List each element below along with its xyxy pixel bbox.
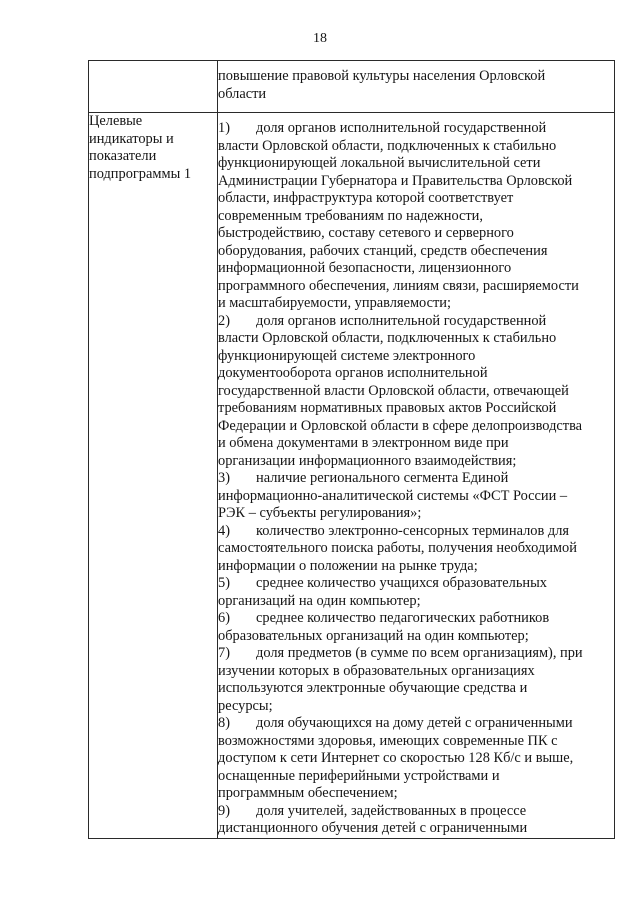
indicator-line	[218, 803, 614, 821]
indicator-text: количество электронно-сенсорных терминалов для	[256, 522, 569, 539]
indicator-text: Федерации и Орловской области в сфере делопроизводства	[218, 417, 583, 434]
indicator-line	[218, 278, 614, 296]
label-line: Целевые	[89, 113, 143, 129]
indicator-line	[218, 243, 614, 261]
indicator-line	[218, 313, 614, 331]
item-number: 2)	[218, 312, 230, 329]
indicator-line	[218, 348, 614, 366]
indicator-text: доля учителей, задействованных в процессе	[256, 802, 527, 819]
indicator-line	[218, 453, 614, 471]
item-number: 5)	[218, 575, 230, 591]
indicator-line	[218, 470, 614, 488]
indicator-line	[218, 698, 614, 716]
row1-content-cell	[218, 61, 615, 113]
indicator-line	[218, 173, 614, 191]
indicator-text: современным требованиям по надежности,	[218, 207, 483, 224]
indicator-line	[218, 138, 614, 156]
indicator-line	[218, 155, 614, 173]
indicator-text: дистанционного обучения детей с ограниченными	[218, 820, 528, 836]
subprogram-table	[88, 60, 615, 839]
indicator-line	[218, 523, 614, 541]
indicator-text: изучении которых в образовательных организациях	[218, 662, 535, 679]
indicator-text: требованиям нормативных правовых актов Российской	[218, 400, 557, 416]
indicator-line	[218, 820, 614, 838]
indicator-text: области, инфраструктура которой соответствует	[218, 190, 514, 206]
item-number: 6)	[218, 610, 230, 626]
row2-content-cell	[218, 113, 615, 839]
indicator-line	[218, 715, 614, 733]
indicator-text: быстродействию, составу сетевого и серверного	[218, 225, 514, 241]
indicator-line	[218, 505, 614, 523]
item-number: 3)	[218, 470, 230, 486]
indicator-line	[218, 400, 614, 418]
text-line: повышение правовой культуры населения Орловской	[218, 68, 546, 84]
indicator-text: и обмена документами в электронном виде при	[218, 435, 509, 451]
indicator-text: используются электронные обучающие средства и	[218, 680, 528, 696]
indicator-line	[218, 785, 614, 803]
text-line: области	[218, 85, 267, 102]
label-line: подпрограммы 1	[89, 165, 192, 182]
table-row	[89, 61, 615, 113]
row2-label-cell	[89, 113, 218, 839]
indicator-text: среднее количество педагогических работников	[256, 610, 550, 626]
indicator-text: власти Орловской области, подключенных к стабильно	[218, 137, 557, 154]
indicator-line	[218, 208, 614, 226]
table-row	[89, 113, 615, 839]
indicator-text: функционирующей локальной вычислительной сети	[218, 155, 541, 171]
item-number: 1)	[218, 120, 230, 136]
indicator-line	[218, 645, 614, 663]
indicator-line	[218, 330, 614, 348]
label-line: индикаторы и	[89, 130, 174, 147]
indicator-line	[218, 190, 614, 208]
indicator-text: оборудования, рабочих станций, средств обеспечения	[218, 242, 548, 259]
item-number: 4)	[218, 522, 230, 539]
indicator-text: оснащенные периферийными устройствами и	[218, 767, 500, 784]
indicator-line	[218, 768, 614, 786]
indicator-line	[218, 575, 614, 593]
indicator-line	[218, 558, 614, 576]
indicator-text: наличие регионального сегмента Единой	[256, 470, 509, 486]
indicator-text: власти Орловской области, подключенных к стабильно	[218, 330, 557, 346]
indicator-text: организаций на один компьютер;	[218, 592, 421, 609]
indicator-text: организации информационного взаимодействия;	[218, 452, 517, 469]
page-number: 18	[313, 31, 327, 46]
indicator-line	[218, 628, 614, 646]
indicator-line	[218, 680, 614, 698]
indicator-line	[218, 120, 614, 138]
indicator-text: доля обучающихся на дому детей с ограниченными	[256, 715, 573, 731]
indicator-line	[218, 750, 614, 768]
indicator-text: доля предметов (в сумме по всем организациям), при	[256, 645, 583, 661]
indicator-text: доля органов исполнительной государственной	[256, 120, 547, 136]
indicator-text: информации о положении на рынке труда;	[218, 557, 478, 574]
label-line: показатели	[89, 148, 157, 164]
row1-label-cell	[89, 61, 218, 113]
indicator-line	[218, 540, 614, 558]
indicator-line	[218, 225, 614, 243]
indicator-text: среднее количество учащихся образовательных	[256, 575, 547, 591]
item-number: 9)	[218, 802, 230, 819]
indicator-text: программного обеспечения, линиям связи, расширяемости	[218, 277, 579, 294]
item-number: 7)	[218, 645, 230, 661]
indicator-line	[218, 383, 614, 401]
indicator-line	[218, 435, 614, 453]
indicator-line	[218, 593, 614, 611]
indicator-text: возможностями здоровья, имеющих современные ПК с	[218, 732, 558, 749]
indicator-line	[218, 365, 614, 383]
indicator-text: и масштабируемости, управляемости;	[218, 295, 451, 311]
indicator-text: образовательных организаций на один компьютер;	[218, 627, 529, 644]
item-number: 8)	[218, 715, 230, 731]
indicator-line	[218, 295, 614, 313]
indicator-line	[218, 663, 614, 681]
indicator-text: РЭК – субъекты регулирования»;	[218, 505, 422, 521]
indicator-text: доступом к сети Интернет со скоростью 128 Кб/с и выше,	[218, 750, 574, 766]
indicator-text: информационно-аналитической системы «ФСТ России –	[218, 487, 568, 504]
indicator-line	[218, 733, 614, 751]
indicator-text: государственной власти Орловской области, отвечающей	[218, 382, 569, 399]
indicator-text: документооборота органов исполнительной	[218, 365, 488, 381]
indicator-line	[218, 488, 614, 506]
indicator-text: самостоятельного поиска работы, получения необходимой	[218, 540, 577, 556]
indicator-text: доля органов исполнительной государственной	[256, 312, 547, 329]
indicator-text: функционирующей системе электронного	[218, 347, 476, 364]
indicator-line	[218, 418, 614, 436]
indicator-text: ресурсы;	[218, 697, 273, 714]
indicator-text: информационной безопасности, лицензионного	[218, 260, 512, 276]
indicator-line	[218, 610, 614, 628]
indicator-text: программным обеспечением;	[218, 785, 398, 801]
indicator-line	[218, 260, 614, 278]
indicator-text: Администрации Губернатора и Правительства Орловской	[218, 172, 573, 189]
